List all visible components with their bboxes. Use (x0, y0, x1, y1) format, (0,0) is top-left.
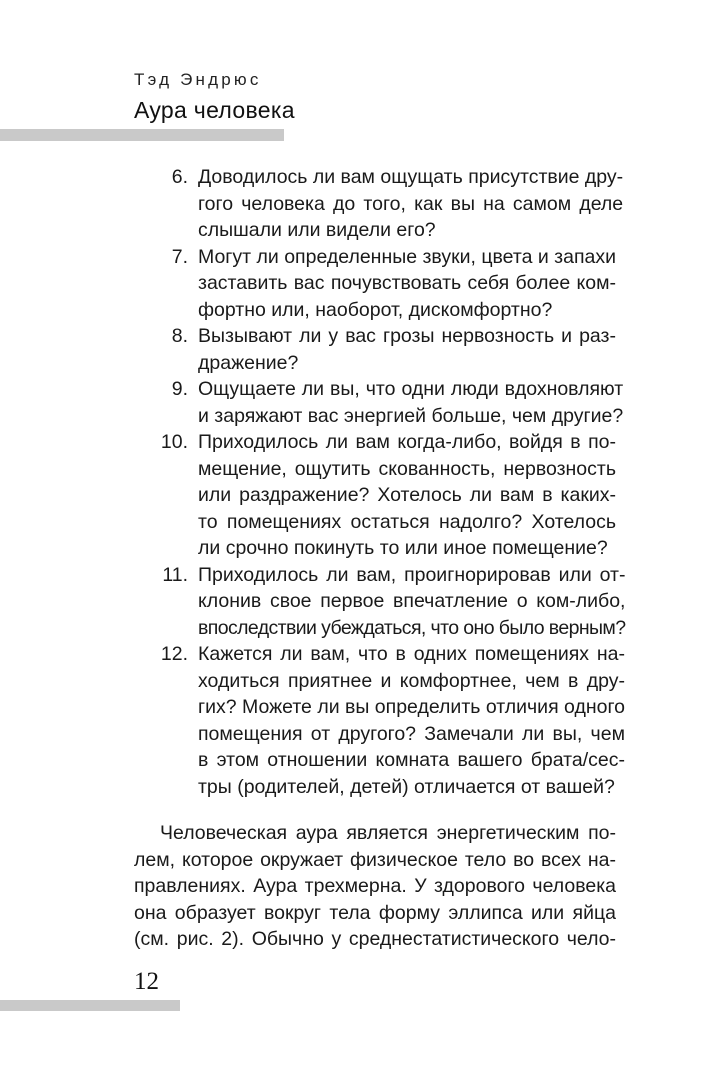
text-line: ли срочно покинуть то или иное помещение? (198, 537, 608, 559)
text-line: Ощущаете ли вы, что одни люди вдохновляют (198, 378, 624, 400)
text-line: Приходилось ли вам, проигнорировав или от- (198, 563, 626, 586)
question-item (134, 429, 616, 562)
text-line: (см. рис. 2). Обычно у среднестатистического чело- (134, 928, 616, 950)
question-item (134, 323, 616, 376)
question-text (198, 562, 625, 642)
text-line: гого человека до того, как вы на самом деле (198, 192, 624, 215)
text-line: лем, которое окружает физическое тело во всех на- (134, 848, 616, 871)
footer-rule (0, 1000, 180, 1011)
question-item (134, 164, 624, 244)
page-number: 12 (134, 968, 159, 995)
question-number: 8. (171, 325, 188, 347)
question-text (198, 164, 623, 244)
text-line: то помещениях остаться надолго? Хотелось (198, 510, 616, 533)
text-line: тры (родителей, детей) отличается от вашей? (198, 775, 615, 798)
question-number: 6. (171, 166, 188, 188)
text-line: помещения от другого? Замечали ли вы, чем (198, 722, 625, 745)
text-line: она образует вокруг тела форму эллипса или яйца (134, 901, 616, 924)
text-line: Человеческая аура является энергетическим по- (160, 822, 616, 844)
question-text (198, 323, 616, 376)
text-line: правлениях. Аура трехмерна. У здорового человека (134, 875, 616, 897)
text-line: клонив свое первое впечатление о ком-либо, (198, 590, 626, 612)
text-line: или раздражение? Хотелось ли вам в каких- (198, 484, 616, 506)
question-item (134, 376, 624, 429)
question-item (134, 562, 626, 642)
text-line: гих? Можете ли вы определить отличия одного (198, 696, 625, 718)
text-line: Могут ли определенные звуки, цвета и запахи (198, 245, 616, 268)
question-number: 7. (171, 245, 188, 268)
question-item (134, 244, 616, 324)
question-text (198, 376, 623, 429)
text-line: Кажется ли вам, что в одних помещениях на- (198, 643, 625, 665)
text-line: слышали или видели его? (198, 219, 436, 241)
text-line: Вызывают ли у вас грозы нервозность и раз- (198, 325, 616, 347)
text-line: дражение? (198, 351, 299, 374)
question-text (198, 244, 616, 324)
running-header-author: Тэд Эндрюс (134, 70, 262, 89)
body-paragraph (134, 820, 616, 953)
text-line: Приходилось ли вам когда-либо, войдя в по- (198, 431, 616, 453)
question-number: 11. (162, 563, 188, 586)
question-text (198, 641, 625, 800)
text-line: Доводилось ли вам ощущать присутствие дру- (198, 166, 624, 188)
text-line: в этом отношении комната вашего брата/сес- (198, 749, 625, 771)
text-line: ходиться приятнее и комфортнее, чем в дру- (198, 669, 625, 692)
text-line: и заряжают вас энергией больше, чем другие? (198, 404, 624, 427)
question-number: 12. (160, 643, 188, 665)
question-list (134, 164, 626, 800)
text-line: впоследствии убеждаться, что оно было верным? (198, 616, 626, 639)
question-number: 9. (171, 378, 188, 400)
header-rule (0, 129, 284, 141)
question-item (134, 641, 625, 800)
question-number: 10. (160, 431, 188, 453)
text-line: фортно или, наоборот, дискомфортно? (198, 298, 553, 321)
running-header-title: Аура человека (134, 97, 295, 123)
text-line: заставить вас почувствовать себя более ком- (198, 272, 616, 294)
question-text (198, 429, 616, 562)
text-line: мещение, ощутить скованность, нервозность (198, 457, 616, 480)
